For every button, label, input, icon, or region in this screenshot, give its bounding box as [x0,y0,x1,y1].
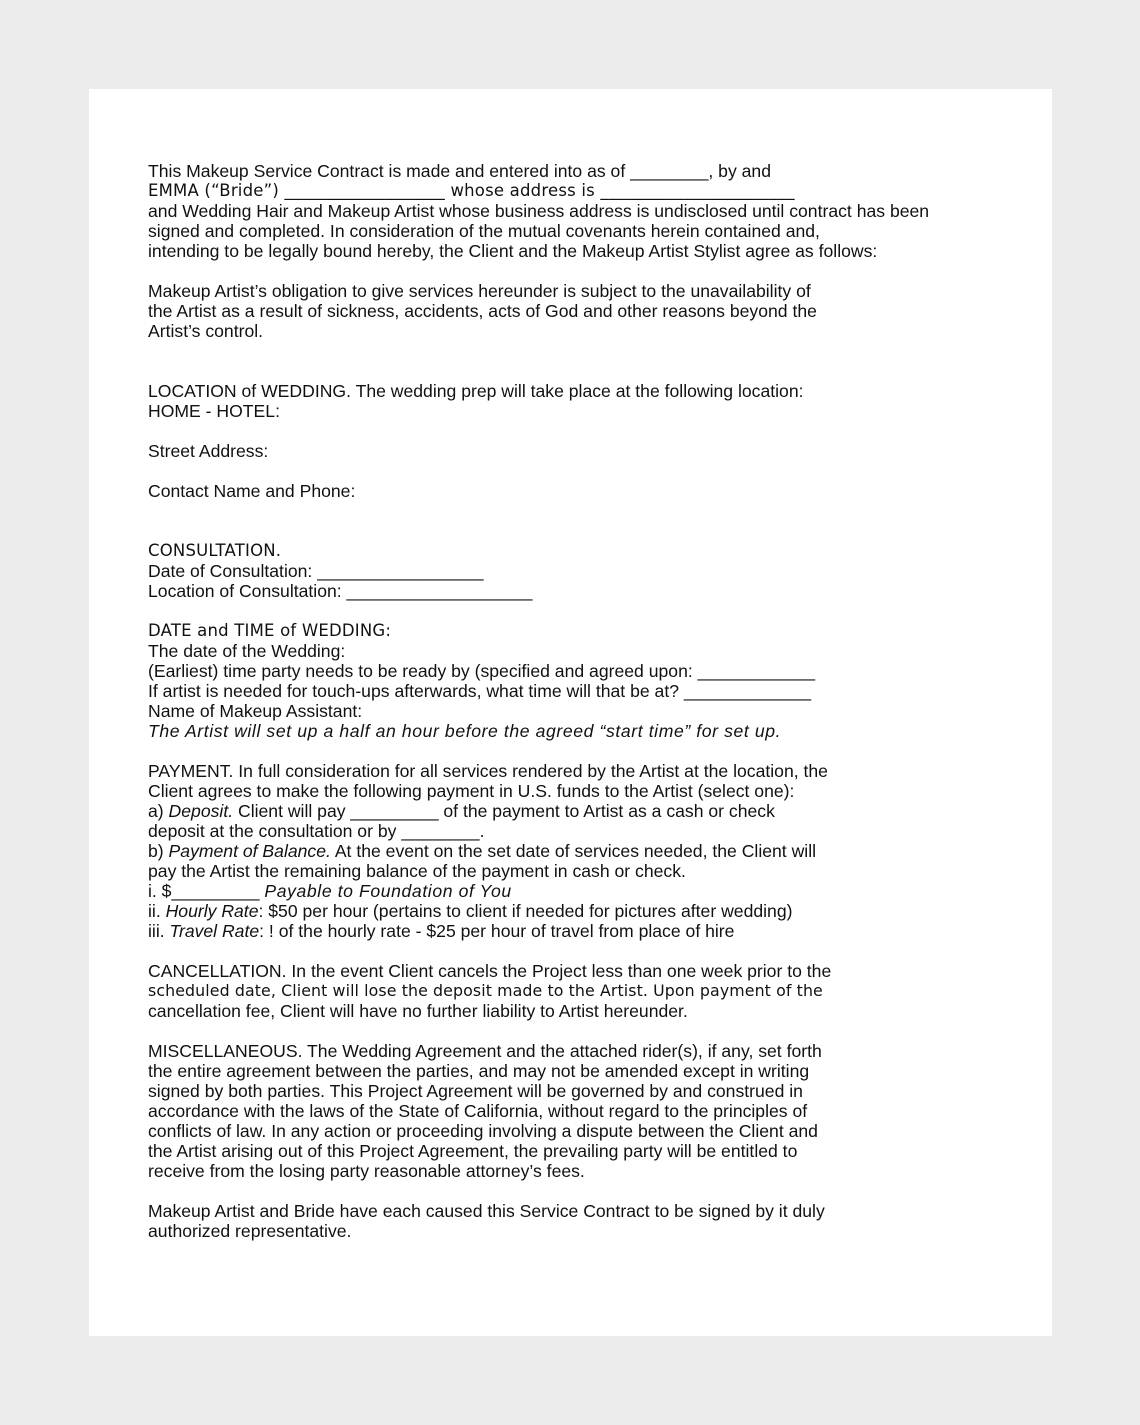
misc-line: receive from the losing party reasonable attorney’s fees. [148,1161,585,1181]
payment-item-ii [148,901,998,921]
spacer [148,261,998,281]
contract-body [148,161,998,1241]
hourly-rate-text: : $50 per hour (pertains to client if needed for pictures after wedding) [258,901,793,921]
misc-line: accordance with the laws of the State of California, without regard to the principles of [148,1101,808,1121]
deposit-label: Deposit. [168,801,234,821]
spacer [148,421,998,441]
spacer [148,941,998,961]
item-prefix: iii. [148,921,170,941]
obligation-line: Makeup Artist’s obligation to give services hereunder is subject to the unavailability of [148,281,811,301]
misc-line: the Artist arising out of this Project Agreement, the prevailing party will be entitled to [148,1141,798,1161]
payment-line: Client agrees to make the following payment in U.S. funds to the Artist (select one): [148,781,795,801]
obligation-line: the Artist as a result of sickness, accidents, acts of God and other reasons beyond the [148,301,817,321]
option-prefix: b) [148,841,169,861]
spacer [148,501,998,541]
assistant-field: Name of Makeup Assistant: [148,701,363,721]
misc-line: conflicts of law. In any action or proceeding involving a dispute between the Client and [148,1121,818,1141]
misc-line: MISCELLANEOUS. The Wedding Agreement and the attached rider(s), if any, set forth [148,1041,822,1061]
contact-field: Contact Name and Phone: [148,481,356,501]
intro-line: signed and completed. In consideration of the mutual covenants herein contained and, [148,221,820,241]
consultation-date-field: Date of Consultation: _________________ [148,561,484,581]
closing-section [148,1201,998,1241]
deposit-text: Client will pay _________ of the payment to Artist as a cash or check [233,801,775,821]
payment-section [148,761,998,941]
misc-line: signed by both parties. This Project Agreement will be governed by and construed in [148,1081,803,1101]
intro-line: and Wedding Hair and Makeup Artist whose business address is undisclosed until contract has been [148,201,930,221]
intro-paragraph [148,161,998,261]
payment-line: PAYMENT. In full consideration for all services rendered by the Artist at the location, the [148,761,828,781]
consultation-heading: CONSULTATION. [148,541,282,560]
intro-line: This Makeup Service Contract is made and entered into as of ________, by and [148,161,771,181]
travel-rate-text: : ! of the hourly rate - $25 per hour of travel from place of hire [259,921,735,941]
document-page [89,89,1052,1336]
payment-option-b [148,841,998,861]
payment-option-a-cont: deposit at the consultation or by ________. [148,821,485,841]
spacer [148,341,998,381]
spacer [148,741,998,761]
obligation-line: Artist’s control. [148,321,264,341]
obligation-paragraph [148,281,998,341]
date-time-section [148,621,998,741]
cancellation-line: cancellation fee, Client will have no further liability to Artist hereunder. [148,1001,688,1021]
setup-note: The Artist will set up a half an hour before the agreed “start time” for set up. [148,721,782,741]
spacer [148,1021,998,1041]
home-hotel-field: HOME - HOTEL: [148,401,280,421]
travel-rate-label: Travel Rate [169,921,260,941]
intro-line: intending to be legally bound hereby, the Client and the Makeup Artist Stylist agree as follows: [148,241,878,261]
payment-option-a [148,801,998,821]
balance-label: Payment of Balance. [168,841,331,861]
spacer [148,1181,998,1201]
misc-line: the entire agreement between the parties, and may not be amended except in writing [148,1061,810,1081]
spacer [148,461,998,481]
payable-note: Payable to Foundation of You [264,881,512,901]
location-heading: LOCATION of WEDDING. The wedding prep will take place at the following location: [148,381,804,401]
wedding-date-field: The date of the Wedding: [148,641,346,661]
balance-text: At the event on the set date of services needed, the Client will [330,841,817,861]
amount-field: i. $_________ [148,881,265,901]
date-time-heading: DATE and TIME of WEDDING: [148,621,392,640]
cancellation-section [148,961,998,1021]
cancellation-line: CANCELLATION. In the event Client cancels the Project less than one week prior to the [148,961,832,981]
consultation-section [148,541,998,601]
item-prefix: ii. [148,901,166,921]
location-section [148,381,998,501]
ready-by-field: (Earliest) time party needs to be ready by (specified and agreed upon: ____________ [148,661,816,681]
street-address-field: Street Address: [148,441,269,461]
hourly-rate-label: Hourly Rate [165,901,259,921]
consultation-location-field: Location of Consultation: ___________________ [148,581,533,601]
payment-item-i [148,881,998,901]
closing-line: authorized representative. [148,1221,352,1241]
payment-option-b-cont: pay the Artist the remaining balance of the payment in cash or check. [148,861,686,881]
cancellation-line: scheduled date, Client will lose the deposit made to the Artist. Upon payment of the [148,981,823,1000]
intro-line-bride: EMMA (“Bride”) ___________________ whose address is _______________________ [148,181,795,200]
spacer [148,601,998,621]
miscellaneous-section [148,1041,998,1181]
option-prefix: a) [148,801,169,821]
touchups-field: If artist is needed for touch-ups afterwards, what time will that be at? _____________ [148,681,812,701]
payment-item-iii [148,921,998,941]
closing-line: Makeup Artist and Bride have each caused this Service Contract to be signed by it duly [148,1201,825,1221]
